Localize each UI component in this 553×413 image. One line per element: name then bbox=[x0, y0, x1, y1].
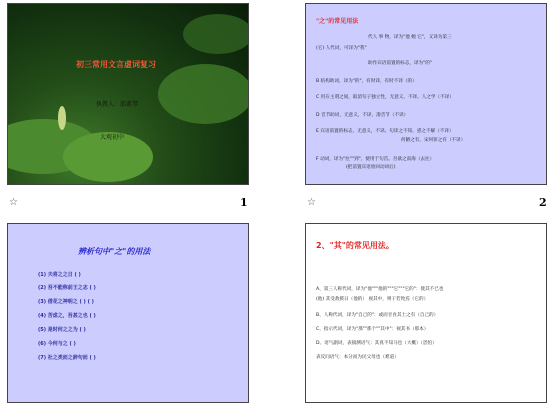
slide-1-number: 1 bbox=[240, 196, 248, 209]
slide-3-item: (4) 苦虑之，吾甚之也 ( ) bbox=[38, 313, 96, 319]
slide-4-line: A、第三人称代词，译为"他"""他的"""它"""它的"：使其不已也 bbox=[316, 287, 444, 292]
slide-2-line: F 动词，译为"往""到"，使用于句首。吾欲之南海（去往） bbox=[316, 157, 435, 162]
slide-3-thumbnail[interactable] bbox=[7, 223, 249, 403]
slide-3-item: (3) 借花之神明之 ( ) ( ) bbox=[38, 299, 94, 305]
slide-3-item: (7) 社之类而之辞句而 ( ) bbox=[38, 355, 96, 361]
slide-1-thumbnail[interactable] bbox=[7, 3, 249, 185]
slide-1-school: 大观初中 bbox=[100, 134, 125, 141]
slide-4-line: B、人称代词，译为"自己的"：或而甘食其土之有（自己的） bbox=[316, 313, 439, 318]
slide-2-line: 代人 事 物，译为"他 她 它"，又译为第三 bbox=[368, 35, 452, 40]
slide-3-item: (6) 今何与之 ( ) bbox=[38, 341, 76, 347]
slide-3-item: (5) 是时何之之为 ( ) bbox=[38, 327, 86, 333]
slide-3-item: (2) 吾不能称前王之志 ( ) bbox=[38, 285, 96, 291]
slide-2-line: 助作宾语前置的标志，译为"的" bbox=[368, 61, 432, 66]
star-icon: ☆ bbox=[9, 197, 18, 208]
lily-pad-top-right bbox=[183, 14, 249, 54]
slide-2-line: C 用在主谓之间，取消句子独立性，无意义，不译。人之学（不译） bbox=[316, 95, 454, 100]
slide-1-title: 初三常用文言虚词复习 bbox=[76, 60, 156, 69]
slide-4-heading: 2、"其"的常见用法。 bbox=[316, 241, 394, 250]
slide-2-line: B 结构助词，译为"的"，有时译，有时不译（的） bbox=[316, 79, 417, 84]
slide-3-item: (1) 夫将之之日 ( ) bbox=[38, 272, 81, 278]
slide-4-thumbnail[interactable] bbox=[305, 223, 547, 403]
slide-4-line: D、语气副词，表揣测语气：其真不知马也（大概）（恐怕） bbox=[316, 341, 437, 346]
slide-2-line: E 宾语前置的标志，无意义，不译。句读之不知，惑之不解（不译） bbox=[316, 129, 454, 134]
slide-2-line: D 音节助词，无意义，不译，凑音节（不译） bbox=[316, 113, 409, 118]
slide-2-line: 何陋之有，宋何罪之有（不译） bbox=[401, 138, 466, 143]
star-icon: ☆ bbox=[307, 197, 316, 208]
slide-2-heading: "之"的常见用法 bbox=[316, 18, 359, 25]
slide-2-number: 2 bbox=[539, 196, 547, 209]
slide-2-line: (把前置宾语放回动词后) bbox=[346, 165, 396, 170]
lotus-bud bbox=[58, 106, 66, 130]
slide-2-line: (它) 人代词，可译为"我" bbox=[316, 46, 367, 51]
slide-3-heading: 辨析句中"之"的用法 bbox=[78, 247, 151, 256]
slide-2-thumbnail[interactable] bbox=[305, 3, 547, 185]
lily-pad-right bbox=[158, 64, 249, 124]
slide-4-line: 表反问语气：本分而为民父母也（难道） bbox=[316, 355, 399, 360]
slide-1-teacher: 执教人：邵素琴 bbox=[96, 101, 139, 108]
slide-4-line: C、指示代词，译为"那""那个""其中"：视其书（那本） bbox=[316, 327, 429, 332]
slide-4-line: (他) 其受敌援日（他的） 视其中，则干若致焉（它的） bbox=[316, 297, 429, 302]
